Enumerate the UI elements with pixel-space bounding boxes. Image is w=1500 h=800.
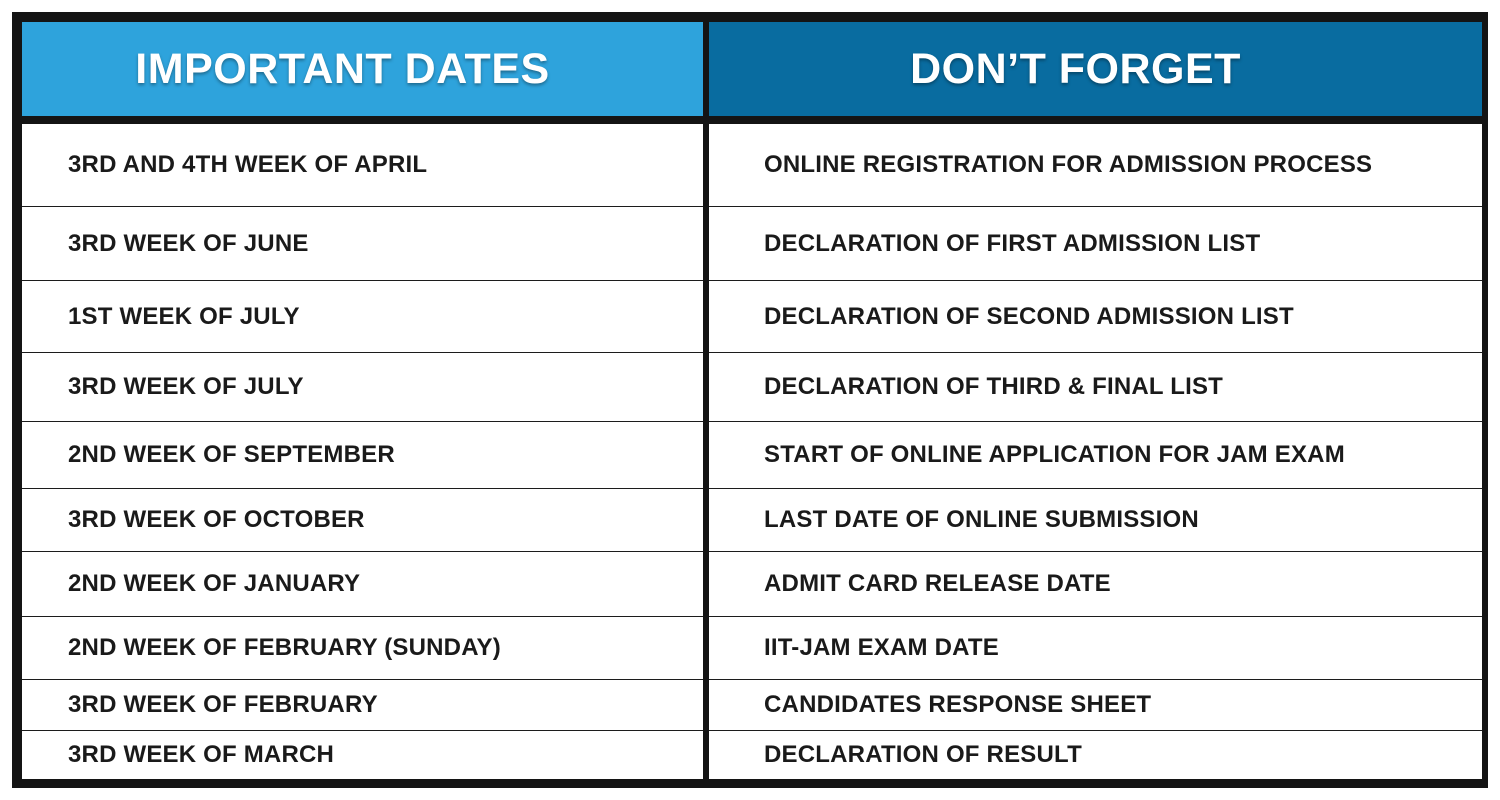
event-cell-6: LAST DATE OF ONLINE SUBMISSION: [709, 489, 1482, 552]
date-cell-1: 3RD AND 4TH WEEK OF APRIL: [22, 124, 703, 207]
header-dont-forget: DON’T FORGET: [709, 22, 1482, 116]
event-cell-8: IIT-JAM EXAM DATE: [709, 617, 1482, 680]
event-cell-10: DECLARATION OF RESULT: [764, 741, 1082, 769]
dates-table: [12, 12, 1488, 788]
dates-column: [22, 124, 703, 779]
event-cell-4: DECLARATION OF THIRD & FINAL LIST: [709, 353, 1482, 422]
event-cell-2: DECLARATION OF FIRST ADMISSION LIST: [709, 207, 1482, 281]
date-cell-2: 3RD WEEK OF JUNE: [22, 207, 703, 281]
header-important-dates: IMPORTANT DATES: [22, 22, 703, 116]
event-cell-7: ADMIT CARD RELEASE DATE: [709, 552, 1482, 617]
date-cell-3: 1ST WEEK OF JULY: [22, 281, 703, 353]
event-cell-5: START OF ONLINE APPLICATION FOR JAM EXAM: [709, 422, 1482, 489]
date-cell-4: 3RD WEEK OF JULY: [22, 353, 703, 422]
events-column: [709, 124, 1482, 779]
date-cell-5: 2ND WEEK OF SEPTEMBER: [22, 422, 703, 489]
date-cell-7: 2ND WEEK OF JANUARY: [22, 552, 703, 617]
event-cell-1: ONLINE REGISTRATION FOR ADMISSION PROCESS: [709, 124, 1482, 207]
event-cell-9: CANDIDATES RESPONSE SHEET: [709, 680, 1482, 731]
date-cell-9: 3RD WEEK OF FEBRUARY: [22, 680, 703, 731]
date-cell-10: 3RD WEEK OF MARCH: [68, 741, 335, 769]
date-cell-6: 3RD WEEK OF OCTOBER: [22, 489, 703, 552]
event-cell-3: DECLARATION OF SECOND ADMISSION LIST: [709, 281, 1482, 353]
date-cell-8: 2ND WEEK OF FEBRUARY (SUNDAY): [22, 617, 703, 680]
